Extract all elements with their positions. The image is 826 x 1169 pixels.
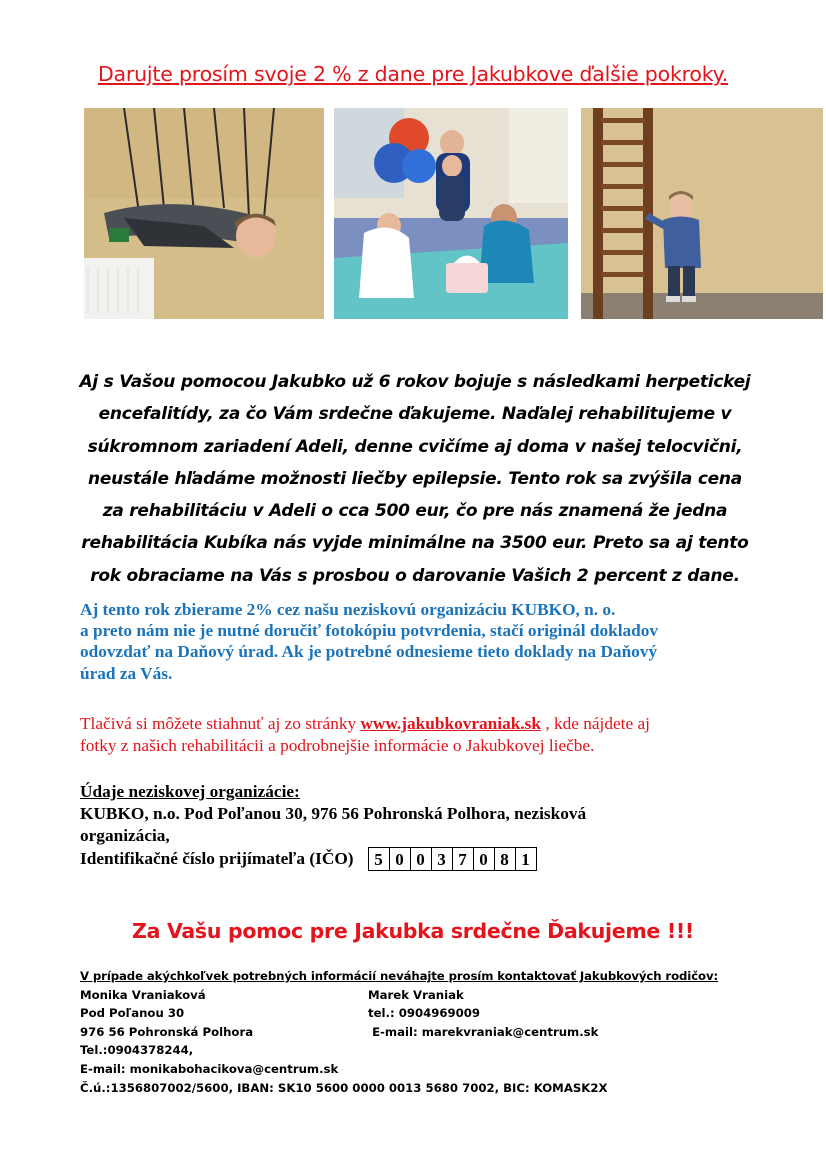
photo-therapy-session: [334, 108, 568, 319]
ico-digit: 0: [474, 848, 495, 870]
org-type: organizácia,: [80, 826, 170, 845]
father-email: E-mail: marekvraniak@centrum.sk: [368, 1024, 599, 1039]
mother-city: 976 56 Pohronská Polhora: [80, 1024, 254, 1039]
ico-digit: 5: [369, 848, 390, 870]
appeal-line: rehabilitácia Kubíka nás vyjde minimálne na 3500 eur. Preto sa aj tento: [81, 533, 749, 554]
father-phone: tel.: 0904969009: [368, 1006, 481, 1021]
website-link[interactable]: www.jakubkovraniak.sk: [360, 714, 541, 733]
appeal-line: súkromnom zariadení Adeli, denne cvičíme aj doma v našej telocvični,: [87, 436, 743, 457]
ico-digit: 3: [432, 848, 453, 870]
appeal-line: za rehabilitáciu v Adeli o cca 500 eur, čo pre nás znamená že jedna: [102, 501, 728, 522]
organization-info-paragraph: [80, 599, 780, 684]
download-forms-paragraph: [80, 713, 750, 756]
download-line-1: [80, 713, 750, 735]
info-line: odovzdať na Daňový úrad. Ak je potrebné odnesieme tieto doklady na Daňový: [80, 642, 658, 662]
father-name: Marek Vraniak: [368, 987, 464, 1002]
org-heading: Údaje neziskovej organizácie:: [80, 782, 300, 801]
appeal-paragraph: [70, 366, 760, 592]
info-line: a preto nám nie je nutné doručiť fotokópiu potvrdenia, stačí originál dokladov: [80, 621, 659, 641]
org-address: KUBKO, n.o. Pod Poľanou 30, 976 56 Pohronská Polhora, nezisková: [80, 804, 587, 823]
appeal-line: Aj s Vašou pomocou Jakubko už 6 rokov bojuje s následkami herpetickej: [79, 372, 751, 392]
ico-digit-boxes: [368, 847, 537, 871]
bank-account: Č.ú.:1356807002/5600, IBAN: SK10 5600 0000 0013 5680 7002, BIC: KOMASK2X: [80, 1080, 608, 1095]
photo-wall-bars: [581, 108, 823, 319]
contact-row: [80, 986, 780, 1005]
mother-phone: Tel.:0904378244,: [80, 1043, 194, 1058]
ico-digit: 8: [495, 848, 516, 870]
organization-details: [80, 781, 760, 871]
mother-email: E-mail: monikabohacikova@centrum.sk: [80, 1061, 339, 1076]
ico-digit: 7: [453, 848, 474, 870]
download-line-2: fotky z našich rehabilitácii a podrobnejšie informácie o Jakubkovej liečbe.: [80, 735, 595, 755]
headline: Darujte prosím svoje 2 % z dane pre Jakubkove ďalšie pokroky.: [97, 62, 729, 86]
info-line: úrad za Vás.: [80, 663, 173, 683]
appeal-line: neustále hľadáme možnosti liečby epilepsie. Tento rok sa zvýšila cena: [87, 468, 743, 489]
ico-label: Identifikačné číslo prijímateľa (IČO): [80, 849, 354, 868]
mother-name: Monika Vraniaková: [80, 987, 206, 1002]
appeal-line: rok obraciame na Vás s prosbou o darovanie Vašich 2 percent z dane.: [90, 565, 740, 586]
ico-row: [80, 847, 760, 871]
contact-row: [80, 1023, 780, 1042]
thank-you-heading: Za Vašu pomoc pre Jakubka srdečne Ďakujeme !!!: [132, 919, 694, 943]
ico-digit: 1: [521, 850, 530, 869]
ico-digit: 0: [390, 848, 411, 870]
contact-row: [80, 1004, 780, 1023]
ico-digit: 0: [411, 848, 432, 870]
download-text-after: , kde nájdete aj: [541, 714, 650, 733]
contact-heading: V prípade akýchkoľvek potrebných informácií neváhajte prosím kontaktovať Jakubkových rodičov:: [80, 969, 719, 983]
mother-street: Pod Poľanou 30: [80, 1006, 185, 1021]
photo-suspension-therapy: [84, 108, 324, 319]
appeal-line: encefalitídy, za čo Vám srdečne ďakujeme. Naďalej rehabilitujeme v: [98, 404, 732, 425]
download-text: Tlačivá si môžete stiahnuť aj zo stránky: [80, 714, 361, 733]
contact-section: [80, 967, 780, 1097]
info-line: Aj tento rok zbierame 2% cez našu neziskovú organizáciu KUBKO, n. o.: [80, 600, 616, 619]
